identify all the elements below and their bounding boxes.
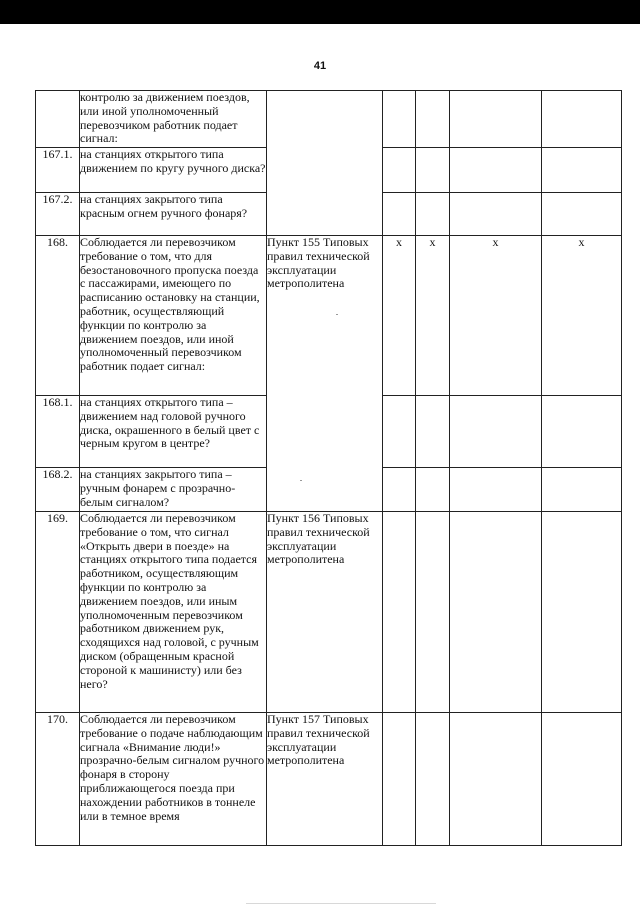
check-cell xyxy=(450,396,542,468)
check-cell xyxy=(450,512,542,713)
row-number: 168.2. xyxy=(36,468,80,512)
checklist-table xyxy=(35,90,622,846)
table-row xyxy=(36,713,622,846)
check-cell: х xyxy=(542,236,622,396)
requirement-text: Соблюдается ли перевозчиком требование о том, что сигнал «Открыть двери в поезде» на станциях открытого типа подается работником, осуществляющим функции по контролю за движением поездов, или иным уполномоченным перевозчиком работником движением рук, сходящихся над головой, с ручным диском (обращенным красной стороной к машинисту) или без него? xyxy=(80,512,267,713)
check-cell xyxy=(383,512,416,713)
row-number: 169. xyxy=(36,512,80,713)
scan-speck xyxy=(336,314,338,315)
check-cell xyxy=(542,91,622,148)
reference-cell: Пункт 155 Типовых правил технической эксплуатации метрополитена xyxy=(267,236,383,512)
check-cell: х xyxy=(383,236,416,396)
requirement-text: на станциях открытого типа – движением над головой ручного диска, окрашенного в белый цвет с черным кругом в центре? xyxy=(80,396,267,468)
check-cell xyxy=(416,148,450,193)
scan-speck xyxy=(300,480,302,481)
check-cell xyxy=(416,396,450,468)
table-row xyxy=(36,91,622,148)
check-cell xyxy=(383,148,416,193)
reference-cell: Пункт 157 Типовых правил технической эксплуатации метрополитена xyxy=(267,713,383,846)
requirement-text: на станциях открытого типа движением по кругу ручного диска? xyxy=(80,148,267,193)
check-cell xyxy=(542,713,622,846)
scan-top-band xyxy=(0,0,640,24)
row-number xyxy=(36,91,80,148)
table-row xyxy=(36,236,622,396)
reference-cell: Пункт 156 Типовых правил технической эксплуатации метрополитена xyxy=(267,512,383,713)
row-number: 168.1. xyxy=(36,396,80,468)
check-cell xyxy=(416,193,450,236)
check-cell xyxy=(542,148,622,193)
row-number: 167.1. xyxy=(36,148,80,193)
requirement-text: на станциях закрытого типа – ручным фонарем с прозрачно-белым сигналом? xyxy=(80,468,267,512)
check-cell xyxy=(450,148,542,193)
check-cell xyxy=(383,193,416,236)
check-cell xyxy=(450,193,542,236)
check-cell xyxy=(542,193,622,236)
row-number: 168. xyxy=(36,236,80,396)
row-number: 170. xyxy=(36,713,80,846)
check-cell xyxy=(416,512,450,713)
check-cell xyxy=(450,91,542,148)
requirement-text: Соблюдается ли перевозчиком требование о подаче наблюдающим сигнала «Внимание люди!» прозрачно-белым сигналом ручного фонаря в сторону приближающегося поезда при нахождении работников в тоннеле или в темное время xyxy=(80,713,267,846)
check-cell xyxy=(383,91,416,148)
row-number: 167.2. xyxy=(36,193,80,236)
requirement-text: контролю за движением поездов, или иной уполномоченный перевозчиком работник подает сигнал: xyxy=(80,91,267,148)
check-cell xyxy=(542,396,622,468)
check-cell: х xyxy=(450,236,542,396)
check-cell xyxy=(383,396,416,468)
check-cell xyxy=(416,713,450,846)
check-cell xyxy=(416,468,450,512)
check-cell xyxy=(450,713,542,846)
check-cell: х xyxy=(416,236,450,396)
scan-bottom-line xyxy=(246,903,436,904)
check-cell xyxy=(416,91,450,148)
check-cell xyxy=(383,468,416,512)
reference-cell xyxy=(267,91,383,236)
check-cell xyxy=(542,468,622,512)
page-number: 41 xyxy=(313,60,327,72)
table-row xyxy=(36,512,622,713)
requirement-text: Соблюдается ли перевозчиком требование о том, что для безостановочного пропуска поезда с пассажирами, имеющего по расписанию остановку на станции, работник, осуществляющий функции по контролю за движением поездов, или иной уполномоченный перевозчиком работник подает сигнал: xyxy=(80,236,267,396)
check-cell xyxy=(450,468,542,512)
check-cell xyxy=(383,713,416,846)
check-cell xyxy=(542,512,622,713)
requirement-text: на станциях закрытого типа красным огнем ручного фонаря? xyxy=(80,193,267,236)
